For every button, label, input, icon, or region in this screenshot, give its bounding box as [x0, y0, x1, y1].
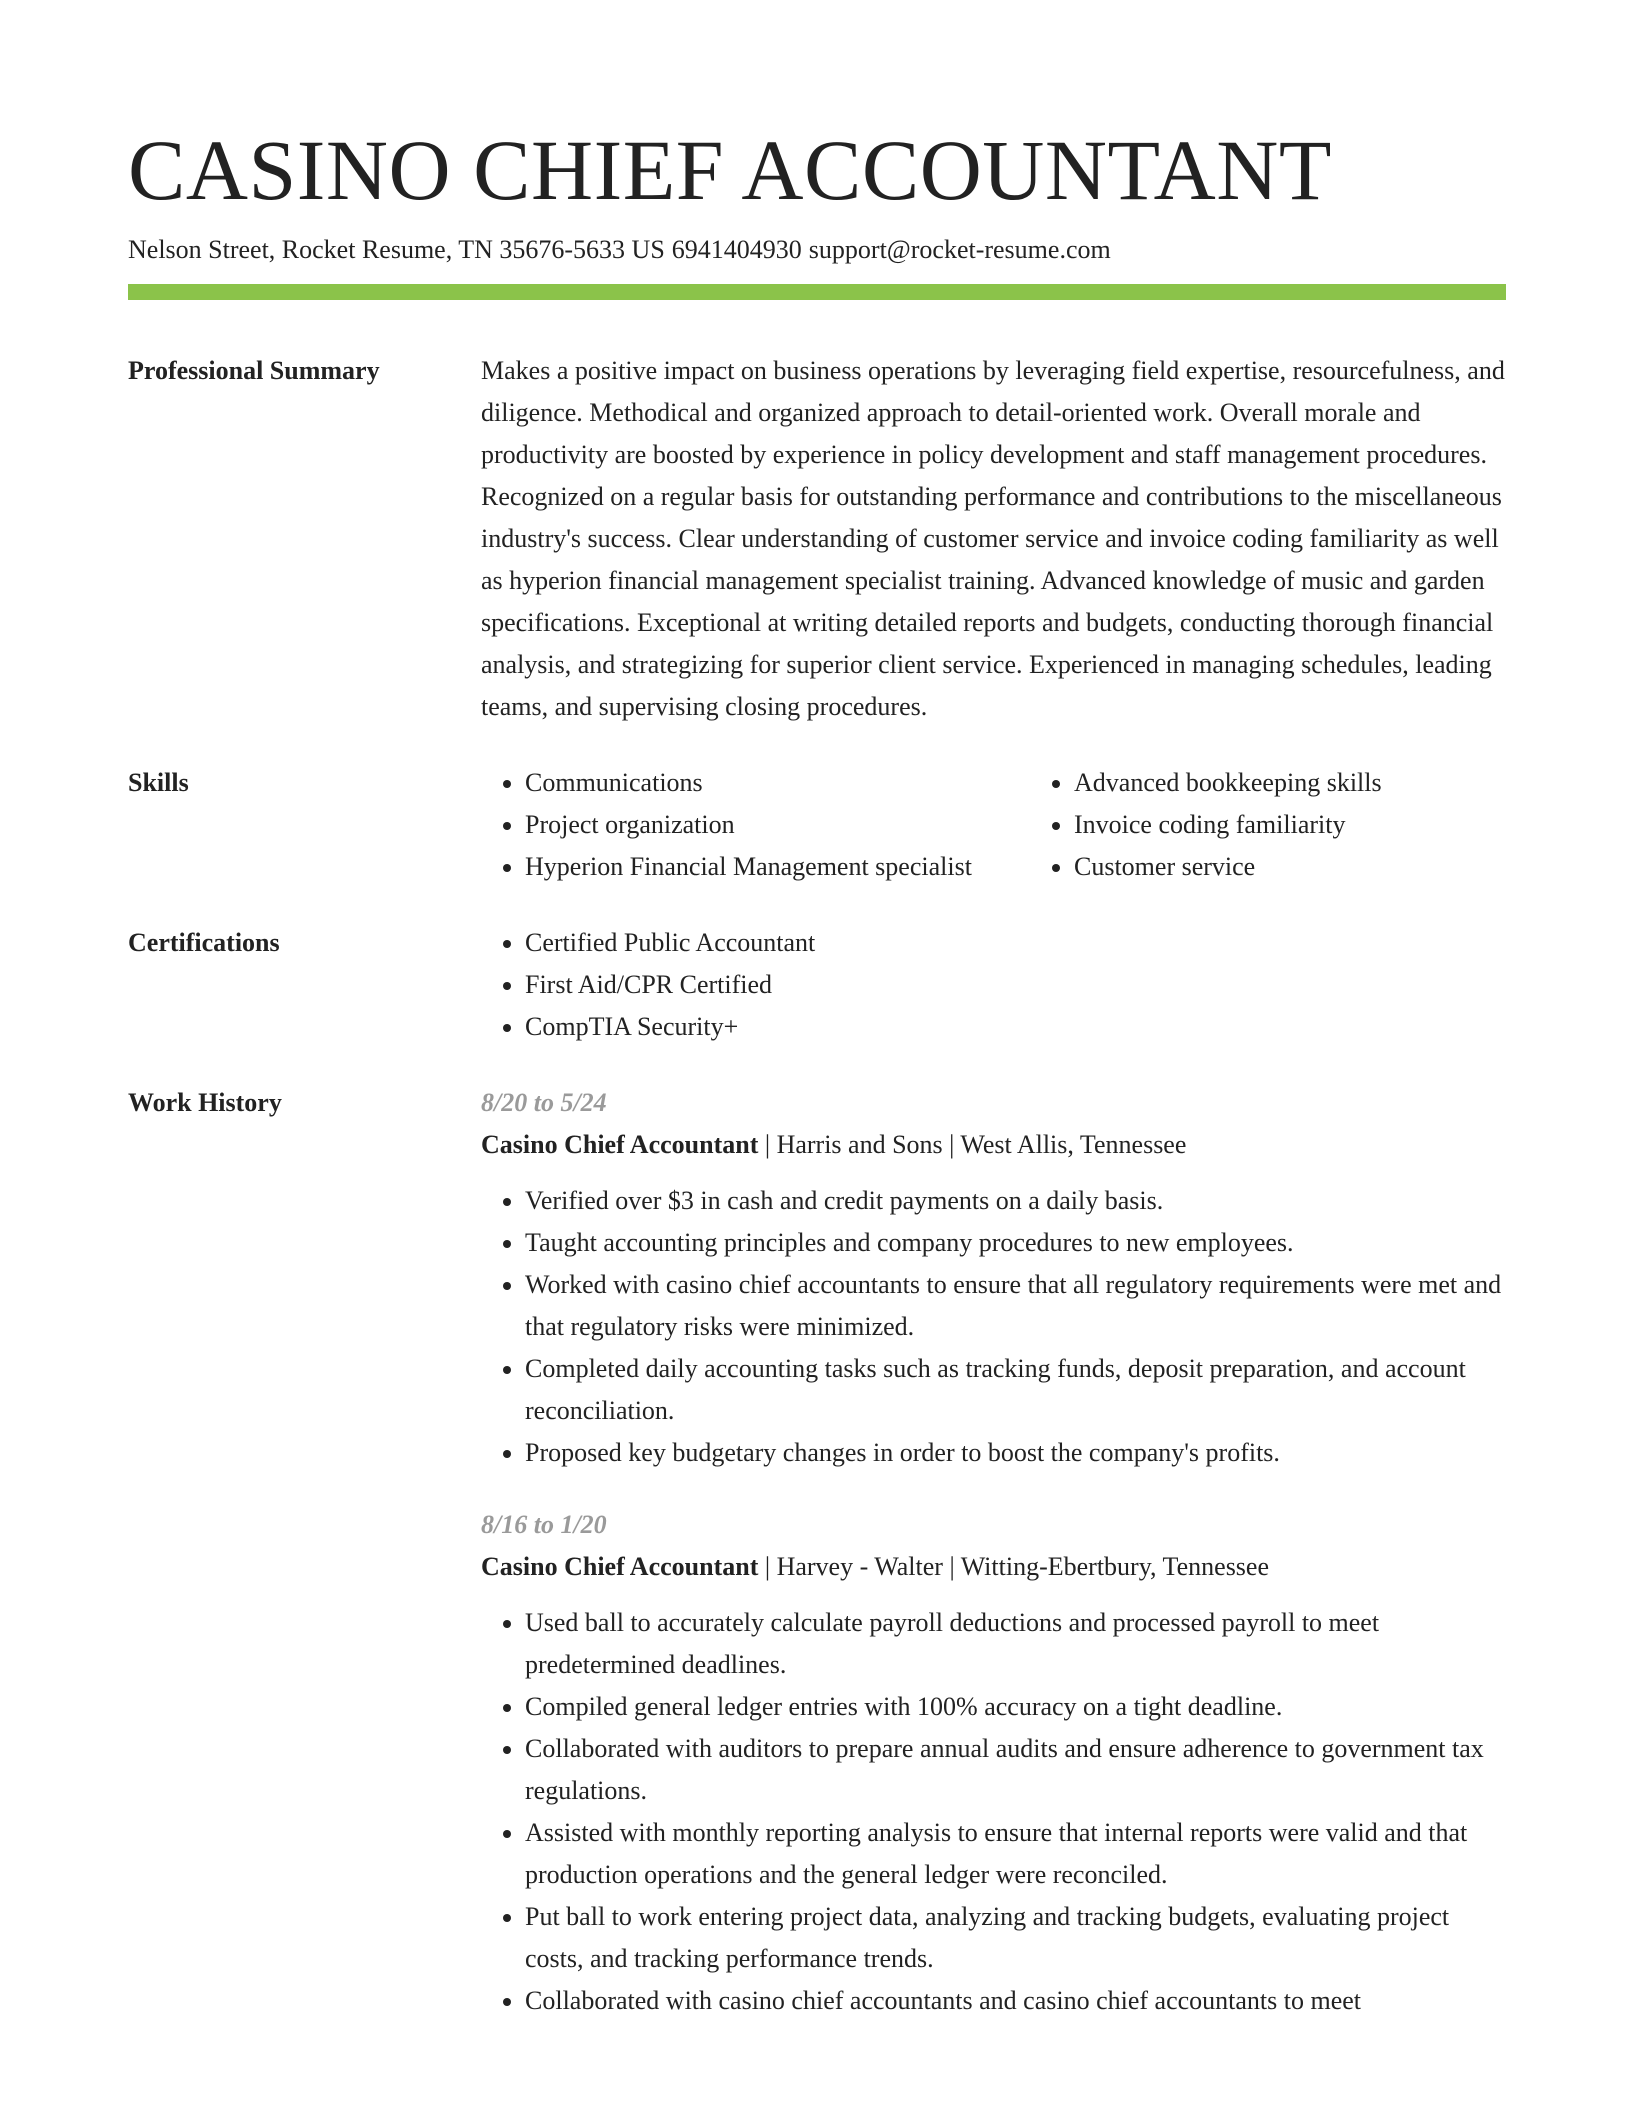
skill-item: • Advanced bookkeeping skills [1074, 762, 1506, 804]
job-entry [481, 1504, 1506, 2022]
header-divider [128, 284, 1506, 300]
skills-list-right [1030, 762, 1506, 888]
skills-section [128, 762, 1506, 888]
job-bullet: • Put ball to work entering project data, analyzing and tracking budgets, evaluating project costs, and tracking performance trends. [525, 1896, 1506, 1980]
skill-item: • Project organization [525, 804, 1030, 846]
certifications-title: Certifications [128, 928, 280, 957]
job-bullet: • Proposed key budgetary changes in order to boost the company's profits. [525, 1432, 1506, 1474]
job-bullet: • Taught accounting principles and company procedures to new employees. [525, 1222, 1506, 1264]
skills-title: Skills [128, 768, 189, 797]
job-bullet: • Compiled general ledger entries with 100% accuracy on a tight deadline. [525, 1686, 1506, 1728]
contact-phone: 6941404930 [671, 235, 802, 264]
certifications-list [481, 922, 1506, 1048]
job-bullets [481, 1180, 1506, 1474]
job-title: Casino Chief Accountant [481, 1130, 759, 1159]
job-bullet: • Collaborated with casino chief accountants and casino chief accountants to meet [525, 1980, 1506, 2022]
job-title: Casino Chief Accountant [481, 1552, 759, 1581]
job-dates: 8/16 to 1/20 [481, 1510, 607, 1539]
job-dates: 8/20 to 5/24 [481, 1088, 607, 1117]
contact-email: support@rocket-resume.com [808, 235, 1111, 264]
job-bullet: • Completed daily accounting tasks such as tracking funds, deposit preparation, and account reconciliation. [525, 1348, 1506, 1432]
job-heading: Casino Chief Accountant | Harris and Sons | West Allis, Tennessee [481, 1130, 1187, 1159]
resume-name: CASINO CHIEF ACCOUNTANT [128, 122, 1332, 218]
contact-line [128, 232, 1506, 268]
contact-address: Nelson Street, Rocket Resume, TN 35676-5633 US [128, 235, 665, 264]
skills-list-left [481, 762, 1030, 888]
certification-item: • Certified Public Accountant [525, 922, 1506, 964]
summary-text: Makes a positive impact on business operations by leveraging field expertise, resourcefulness, and diligence. Methodical and organized approach to detail-oriented work. Overall morale and productivity are boosted by experience in policy development and staff management procedures. Recognized on a regular basis for outstanding performance and contributions to the miscellaneous industry's success. Clear understanding of customer service and invoice coding familiarity as well as hyperion financial management specialist training. Advanced knowledge of music and garden specifications. Exceptional at writing detailed reports and budgets, conducting thorough financial analysis, and strategizing for superior client service. Experienced in managing schedules, leading teams, and supervising closing procedures. [481, 356, 1505, 721]
certification-item: • CompTIA Security+ [525, 1006, 1506, 1048]
skill-item: • Customer service [1074, 846, 1506, 888]
job-location: Witting-Ebertbury, Tennessee [960, 1552, 1270, 1581]
job-heading: Casino Chief Accountant | Harvey - Walter | Witting-Ebertbury, Tennessee [481, 1552, 1270, 1581]
skill-item: • Hyperion Financial Management specialist [525, 846, 1030, 888]
job-bullet: • Verified over $3 in cash and credit payments on a daily basis. [525, 1180, 1506, 1222]
job-bullet: • Used ball to accurately calculate payroll deductions and processed payroll to meet predetermined deadlines. [525, 1602, 1506, 1686]
job-location: West Allis, Tennessee [960, 1130, 1187, 1159]
job-company: Harvey - Walter [776, 1552, 943, 1581]
skill-item: • Invoice coding familiarity [1074, 804, 1506, 846]
resume-page [128, 120, 1506, 2052]
work-history-section [128, 1082, 1506, 2052]
job-company: Harris and Sons [776, 1130, 943, 1159]
skill-item: • Communications [525, 762, 1030, 804]
summary-title: Professional Summary [128, 356, 380, 385]
certifications-section [128, 922, 1506, 1048]
job-bullet: • Assisted with monthly reporting analysis to ensure that internal reports were valid and that production operations and the general ledger were reconciled. [525, 1812, 1506, 1896]
summary-section [128, 350, 1506, 728]
certification-item: • First Aid/CPR Certified [525, 964, 1506, 1006]
job-bullet: • Worked with casino chief accountants to ensure that all regulatory requirements were met and that regulatory risks were minimized. [525, 1264, 1506, 1348]
job-bullet: • Collaborated with auditors to prepare annual audits and ensure adherence to government tax regulations. [525, 1728, 1506, 1812]
job-entry [481, 1082, 1506, 1474]
job-bullets [481, 1602, 1506, 2022]
work-history-title: Work History [128, 1088, 282, 1117]
